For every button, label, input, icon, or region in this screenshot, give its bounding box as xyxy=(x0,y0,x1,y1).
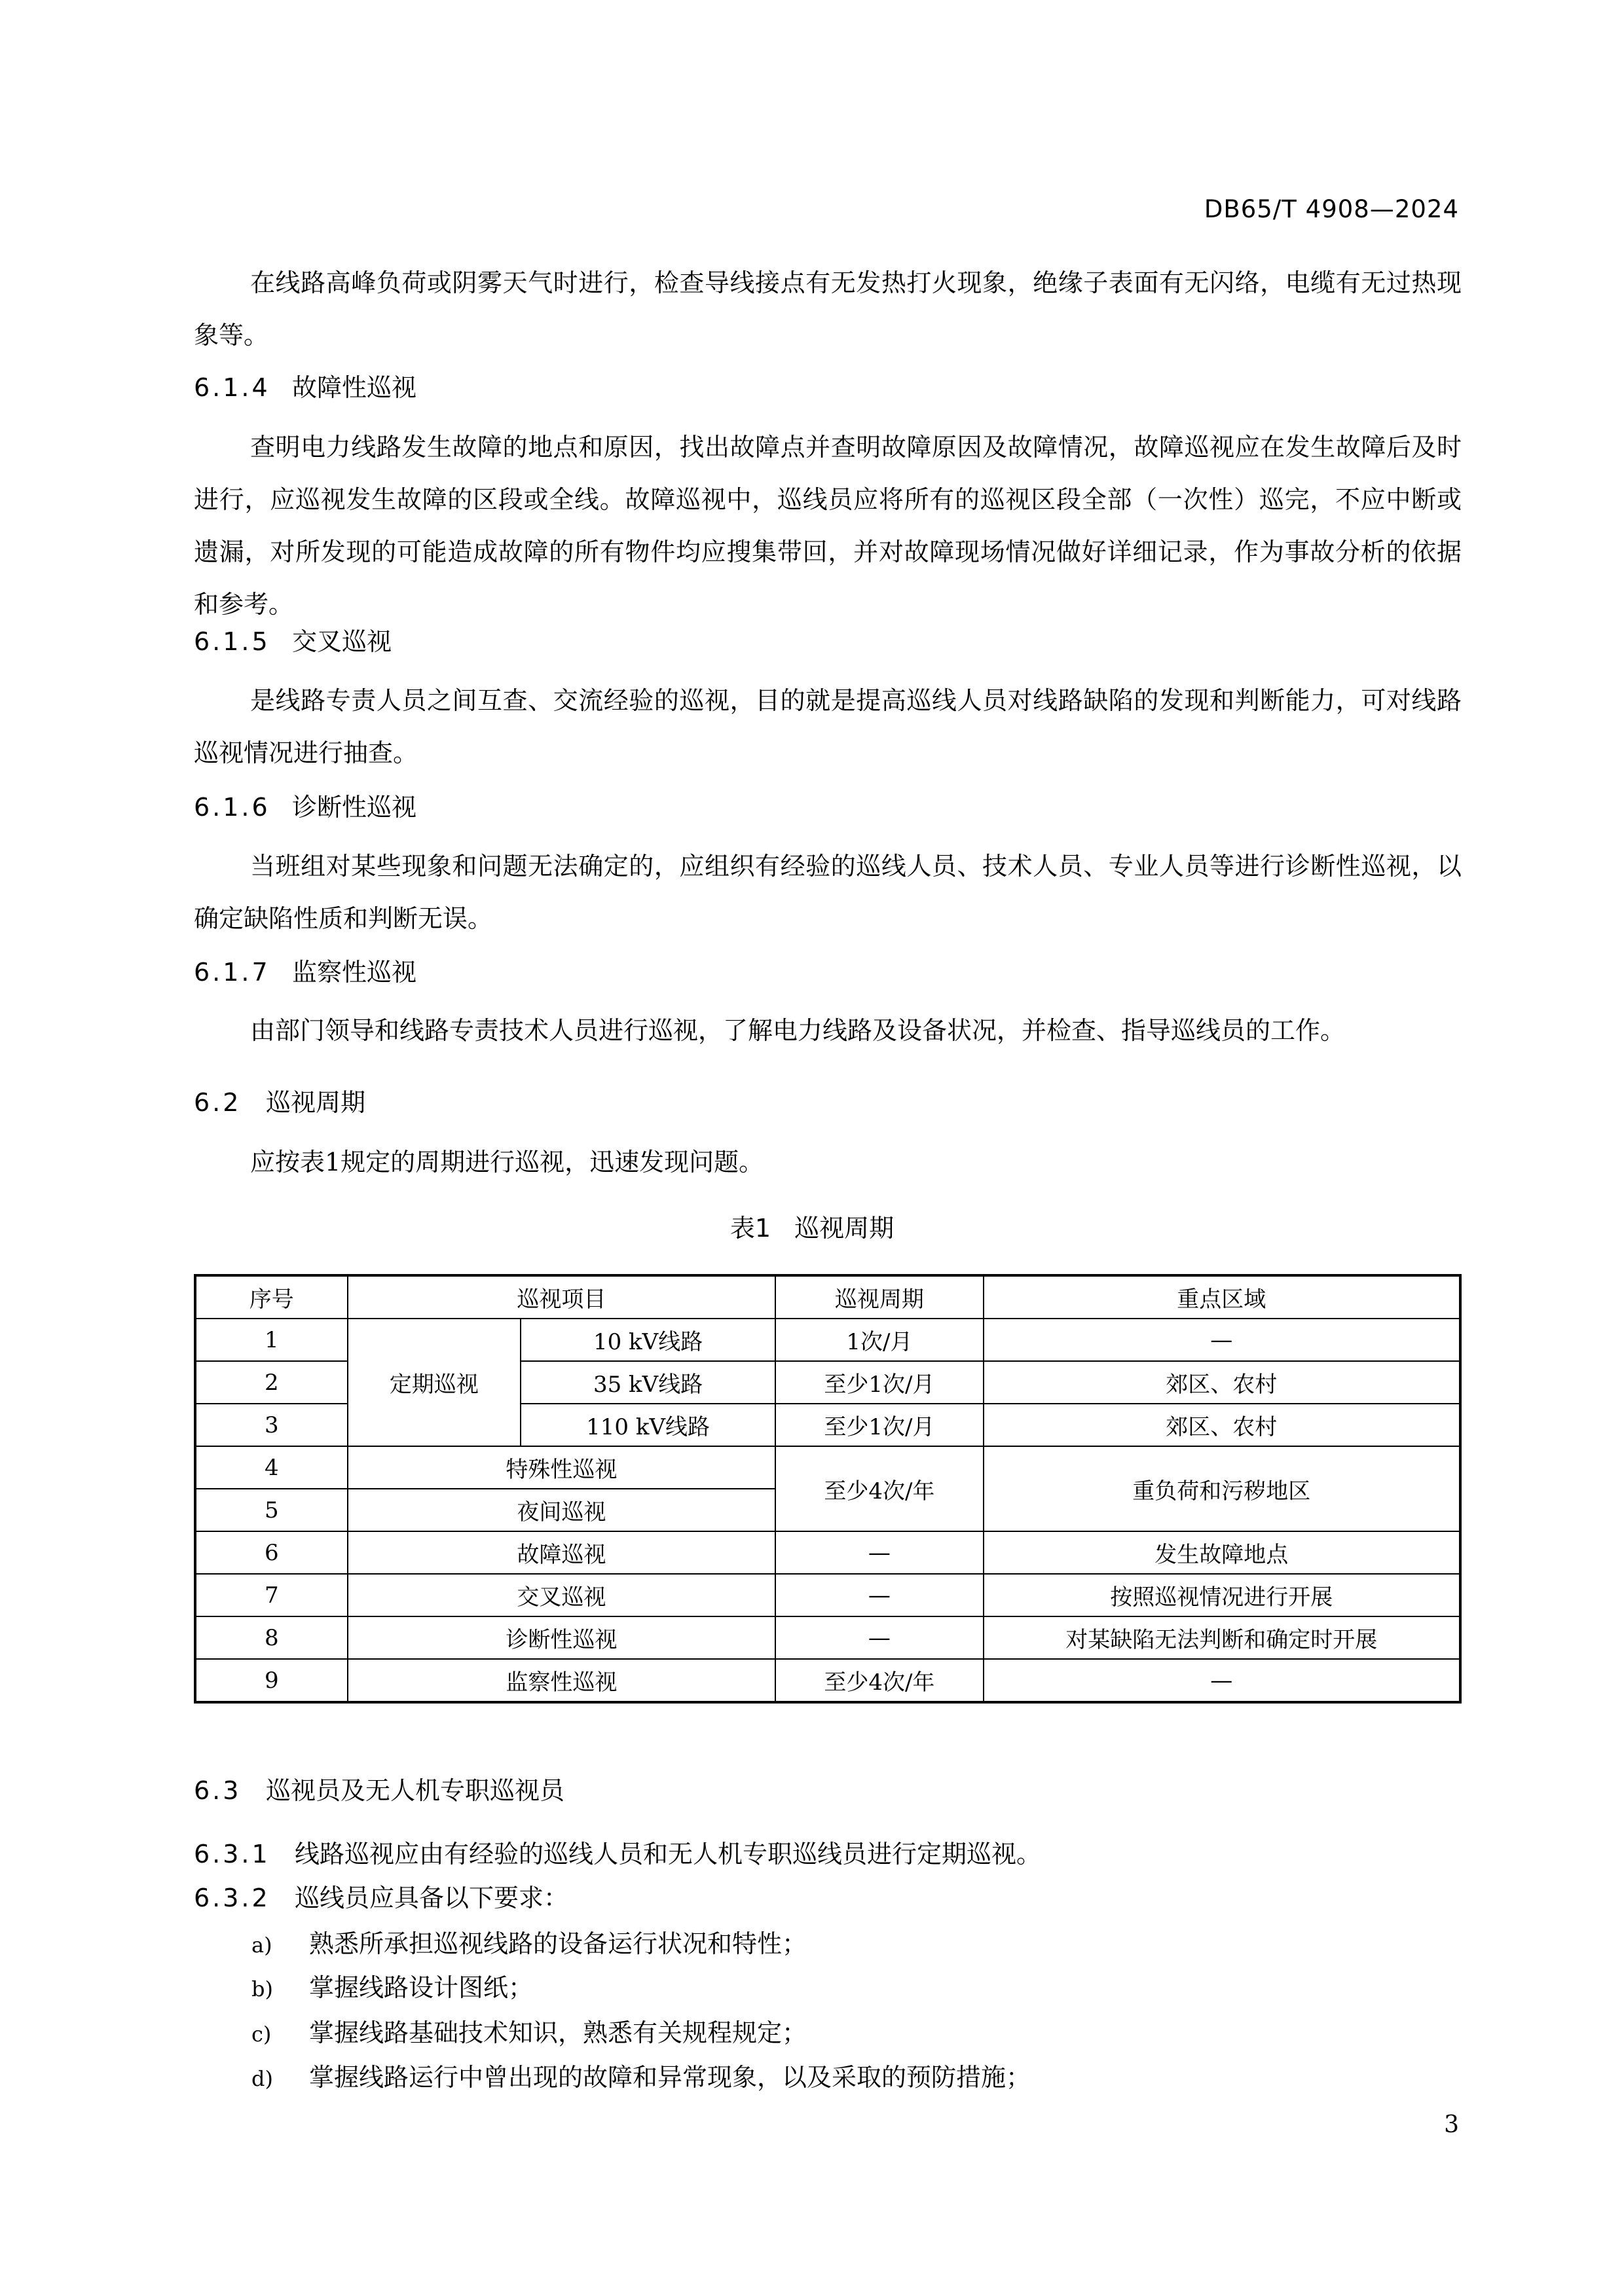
table-caption xyxy=(0,1212,1624,1245)
paragraph-cross-patrol: 是线路专责人员之间互查、交流经验的巡视，目的就是提高巡线人员对线路缺陷的发现和判断能力，可对线路巡视情况进行抽查。 xyxy=(194,686,1462,767)
list-item xyxy=(251,2016,807,2050)
list-marker: b) xyxy=(251,1977,273,2001)
heading-number: 6.1.6 xyxy=(194,793,270,822)
cell-no: 7 xyxy=(195,1574,348,1616)
heading-title: 巡视员及无人机专职巡视员 xyxy=(266,1776,565,1805)
header-cell-item: 巡视项目 xyxy=(348,1275,776,1319)
cell-no: 6 xyxy=(195,1531,348,1574)
heading-6-2 xyxy=(194,1086,365,1119)
heading-title: 巡视周期 xyxy=(266,1088,366,1117)
list-text: 掌握线路运行中曾出现的故障和异常现象，以及采取的预防措施； xyxy=(309,2063,1031,2092)
table-caption-number: 表1 xyxy=(729,1214,771,1243)
document-code: DB65/T 4908—2024 xyxy=(1204,195,1459,223)
list-item xyxy=(251,1927,807,1961)
heading-title: 故障性巡视 xyxy=(292,373,417,402)
cell-item: 35 kV线路 xyxy=(521,1361,775,1404)
clause-6-3-2 xyxy=(194,1882,568,1914)
cell-item: 交叉巡视 xyxy=(348,1574,776,1616)
table-row xyxy=(195,1319,1460,1361)
cell-item: 10 kV线路 xyxy=(521,1319,775,1361)
list-text: 掌握线路基础技术知识，熟悉有关规程规定； xyxy=(309,2018,807,2047)
cell-no: 4 xyxy=(195,1446,348,1489)
page-number: 3 xyxy=(1444,2111,1459,2138)
header-cell-no: 序号 xyxy=(195,1275,348,1319)
list-marker: c) xyxy=(251,2022,272,2047)
cell-item: 监察性巡视 xyxy=(348,1659,776,1702)
list-item xyxy=(251,1971,533,2005)
table-caption-title: 巡视周期 xyxy=(794,1214,895,1243)
heading-6-1-5 xyxy=(194,625,392,658)
cell-no: 2 xyxy=(195,1361,348,1404)
heading-6-1-4 xyxy=(194,371,416,404)
heading-title: 诊断性巡视 xyxy=(292,793,417,822)
heading-number: 6.3 xyxy=(194,1776,242,1805)
heading-6-1-6 xyxy=(194,791,416,824)
heading-number: 6.2 xyxy=(194,1088,242,1117)
cell-area: 发生故障地点 xyxy=(984,1531,1460,1574)
cell-area: — xyxy=(984,1319,1460,1361)
table-row xyxy=(195,1659,1460,1702)
cell-cycle: — xyxy=(775,1574,983,1616)
table-row xyxy=(195,1446,1460,1489)
cell-area: 按照巡视情况进行开展 xyxy=(984,1574,1460,1616)
paragraph-patrol-cycle: 应按表1规定的周期进行巡视，迅速发现问题。 xyxy=(250,1148,764,1176)
cell-item: 故障巡视 xyxy=(348,1531,776,1574)
cell-no: 3 xyxy=(195,1404,348,1446)
cell-item: 110 kV线路 xyxy=(521,1404,775,1446)
header-cell-area: 重点区域 xyxy=(984,1275,1460,1319)
heading-number: 6.1.5 xyxy=(194,627,270,656)
heading-6-3 xyxy=(194,1774,564,1807)
paragraph-diagnostic-patrol: 当班组对某些现象和问题无法确定的，应组织有经验的巡线人员、技术人员、专业人员等进行诊断性巡视，以确定缺陷性质和判断无误。 xyxy=(194,852,1462,933)
clause-6-3-1 xyxy=(194,1838,1041,1870)
clause-text: 巡线员应具备以下要求： xyxy=(295,1884,569,1912)
cell-no: 1 xyxy=(195,1319,348,1361)
cell-item: 诊断性巡视 xyxy=(348,1616,776,1659)
header-cell-cycle: 巡视周期 xyxy=(775,1275,983,1319)
cell-cycle: 至少4次/年 xyxy=(775,1446,983,1531)
cell-cycle: 至少1次/月 xyxy=(775,1404,983,1446)
cell-no: 9 xyxy=(195,1659,348,1702)
list-marker: a) xyxy=(251,1933,272,1958)
paragraph-supervisory-patrol: 由部门领导和线路专责技术人员进行巡视，了解电力线路及设备状况，并检查、指导巡线员的工作。 xyxy=(250,1016,1346,1045)
list-text: 掌握线路设计图纸； xyxy=(309,1973,534,2002)
cell-cycle: 1次/月 xyxy=(775,1319,983,1361)
cell-cycle: 至少1次/月 xyxy=(775,1361,983,1404)
table-row xyxy=(195,1616,1460,1659)
cell-area: 郊区、农村 xyxy=(984,1404,1460,1446)
patrol-cycle-table xyxy=(194,1274,1462,1704)
list-marker: d) xyxy=(251,2066,273,2091)
table-row xyxy=(195,1574,1460,1616)
heading-number: 6.1.7 xyxy=(194,958,270,987)
heading-title: 交叉巡视 xyxy=(292,627,392,656)
paragraph-fault-patrol: 查明电力线路发生故障的地点和原因，找出故障点并查明故障原因及故障情况，故障巡视应在发生故障后及时进行，应巡视发生故障的区段或全线。故障巡视中，巡线员应将所有的巡视区段全部（一次性）巡完，不应中断或遗漏，对所发现的可能造成故障的所有物件均应搜集带回，并对故障现场情况做好详细记录，作为事故分析的依据和参考。 xyxy=(194,433,1462,619)
cell-no: 5 xyxy=(195,1489,348,1531)
table-row xyxy=(195,1531,1460,1574)
cell-group: 定期巡视 xyxy=(348,1319,521,1446)
cell-cycle: — xyxy=(775,1616,983,1659)
cell-no: 8 xyxy=(195,1616,348,1659)
cell-area: 重负荷和污秽地区 xyxy=(984,1446,1460,1531)
table-header-row xyxy=(195,1275,1460,1319)
clause-number: 6.3.1 xyxy=(194,1840,270,1868)
paragraph-night-patrol: 在线路高峰负荷或阴雾天气时进行，检查导线接点有无发热打火现象，绝缘子表面有无闪络，电缆有无过热现象等。 xyxy=(194,268,1462,350)
list-item xyxy=(251,2061,1031,2095)
cell-cycle: 至少4次/年 xyxy=(775,1659,983,1702)
heading-6-1-7 xyxy=(194,956,416,989)
heading-number: 6.1.4 xyxy=(194,373,270,402)
list-text: 熟悉所承担巡视线路的设备运行状况和特性； xyxy=(309,1929,807,1958)
cell-area: 对某缺陷无法判断和确定时开展 xyxy=(984,1616,1460,1659)
cell-cycle: — xyxy=(775,1531,983,1574)
clause-number: 6.3.2 xyxy=(194,1884,270,1912)
cell-area: 郊区、农村 xyxy=(984,1361,1460,1404)
cell-area: — xyxy=(984,1659,1460,1702)
cell-item: 特殊性巡视 xyxy=(348,1446,776,1489)
clause-text: 线路巡视应由有经验的巡线人员和无人机专职巡线员进行定期巡视。 xyxy=(295,1840,1042,1868)
cell-item: 夜间巡视 xyxy=(348,1489,776,1531)
heading-title: 监察性巡视 xyxy=(292,958,417,987)
